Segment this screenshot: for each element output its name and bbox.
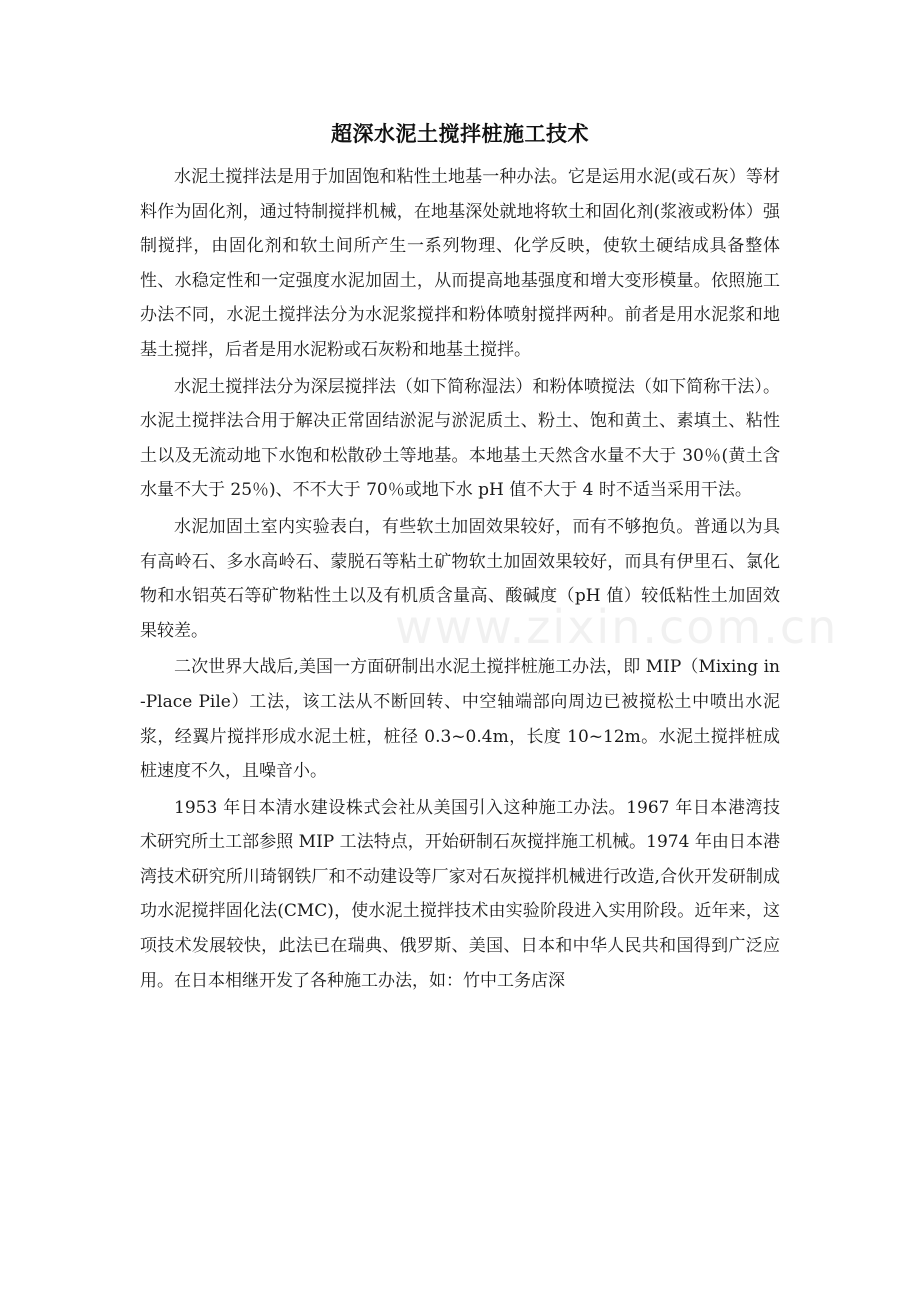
paragraph-5: 1953 年日本清水建设株式会社从美国引入这种施工办法。1967 年日本港湾技术研究所土工部参照 MIP 工法特点，开始研制石灰搅拌施工机械。1974 年由日本港湾技术研究所川琦钢铁厂和不动建设等厂家对石灰搅拌机械进行改造,合伙开发研制成功水泥搅拌固化法(CMC)，使水泥土搅拌技术由实验阶段进入实用阶段。近年来，这项技术发展较快，此法已在瑞典、俄罗斯、美国、日本和中华人民共和国得到广泛应用。在日本相继开发了各种施工办法，如：竹中工务店深	[140, 797, 780, 991]
watermark: www.zixin.com.cn	[395, 600, 839, 654]
paragraph-1: 水泥土搅拌法是用于加固饱和粘性土地基一种办法。它是运用水泥(或石灰）等材料作为固化剂，通过特制搅拌机械，在地基深处就地将软土和固化剂(浆液或粉体）强制搅拌，由固化剂和软土间所产生一系列物理、化学反映，使软土硬结成具备整体性、水稳定性和一定强度水泥加固土，从而提高地基强度和增大变形模量。依照施工办法不同，水泥土搅拌法分为水泥浆搅拌和粉体喷射搅拌两种。前者是用水泥浆和地基土搅拌，后者是用水泥粉或石灰粉和地基土搅拌。	[140, 167, 780, 360]
paragraph-3: 水泥加固土室内实验表白，有些软土加固效果较好，而有不够抱负。普通以为具有高岭石、多水高岭石、蒙脱石等粘土矿物软土加固效果较好，而具有伊里石、氯化物和水铝英石等矿物粘性土以及有机质含量高、酸碱度（pH 值）较低粘性土加固效果较差。	[140, 516, 780, 641]
document-body	[140, 112, 780, 1000]
paragraph-4: 二次世界大战后,美国一方面研制出水泥土搅拌桩施工办法，即 MIP（Mixing in-Place Pile）工法，该工法从不断回转、中空轴端部向周边已被搅松土中喷出水泥浆，经翼片搅拌形成水泥土桩，桩径 0.3~0.4m，长度 10~12m。水泥土搅拌桩成桩速度不久，且噪音小。	[140, 657, 780, 782]
document-title: 超深水泥土搅拌桩施工技术	[331, 122, 589, 146]
paragraph-2: 水泥土搅拌法分为深层搅拌法（如下简称湿法）和粉体喷搅法（如下简称干法）。水泥土搅拌法合用于解决正常固结淤泥与淤泥质土、粉土、饱和黄土、素填土、粘性土以及无流动地下水饱和松散砂土等地基。本地基土天然含水量不大于 30％(黄土含水量不大于 25％)、不不大于 70％或地下水 pH 值不大于 4 时不适当采用干法。	[140, 376, 780, 501]
